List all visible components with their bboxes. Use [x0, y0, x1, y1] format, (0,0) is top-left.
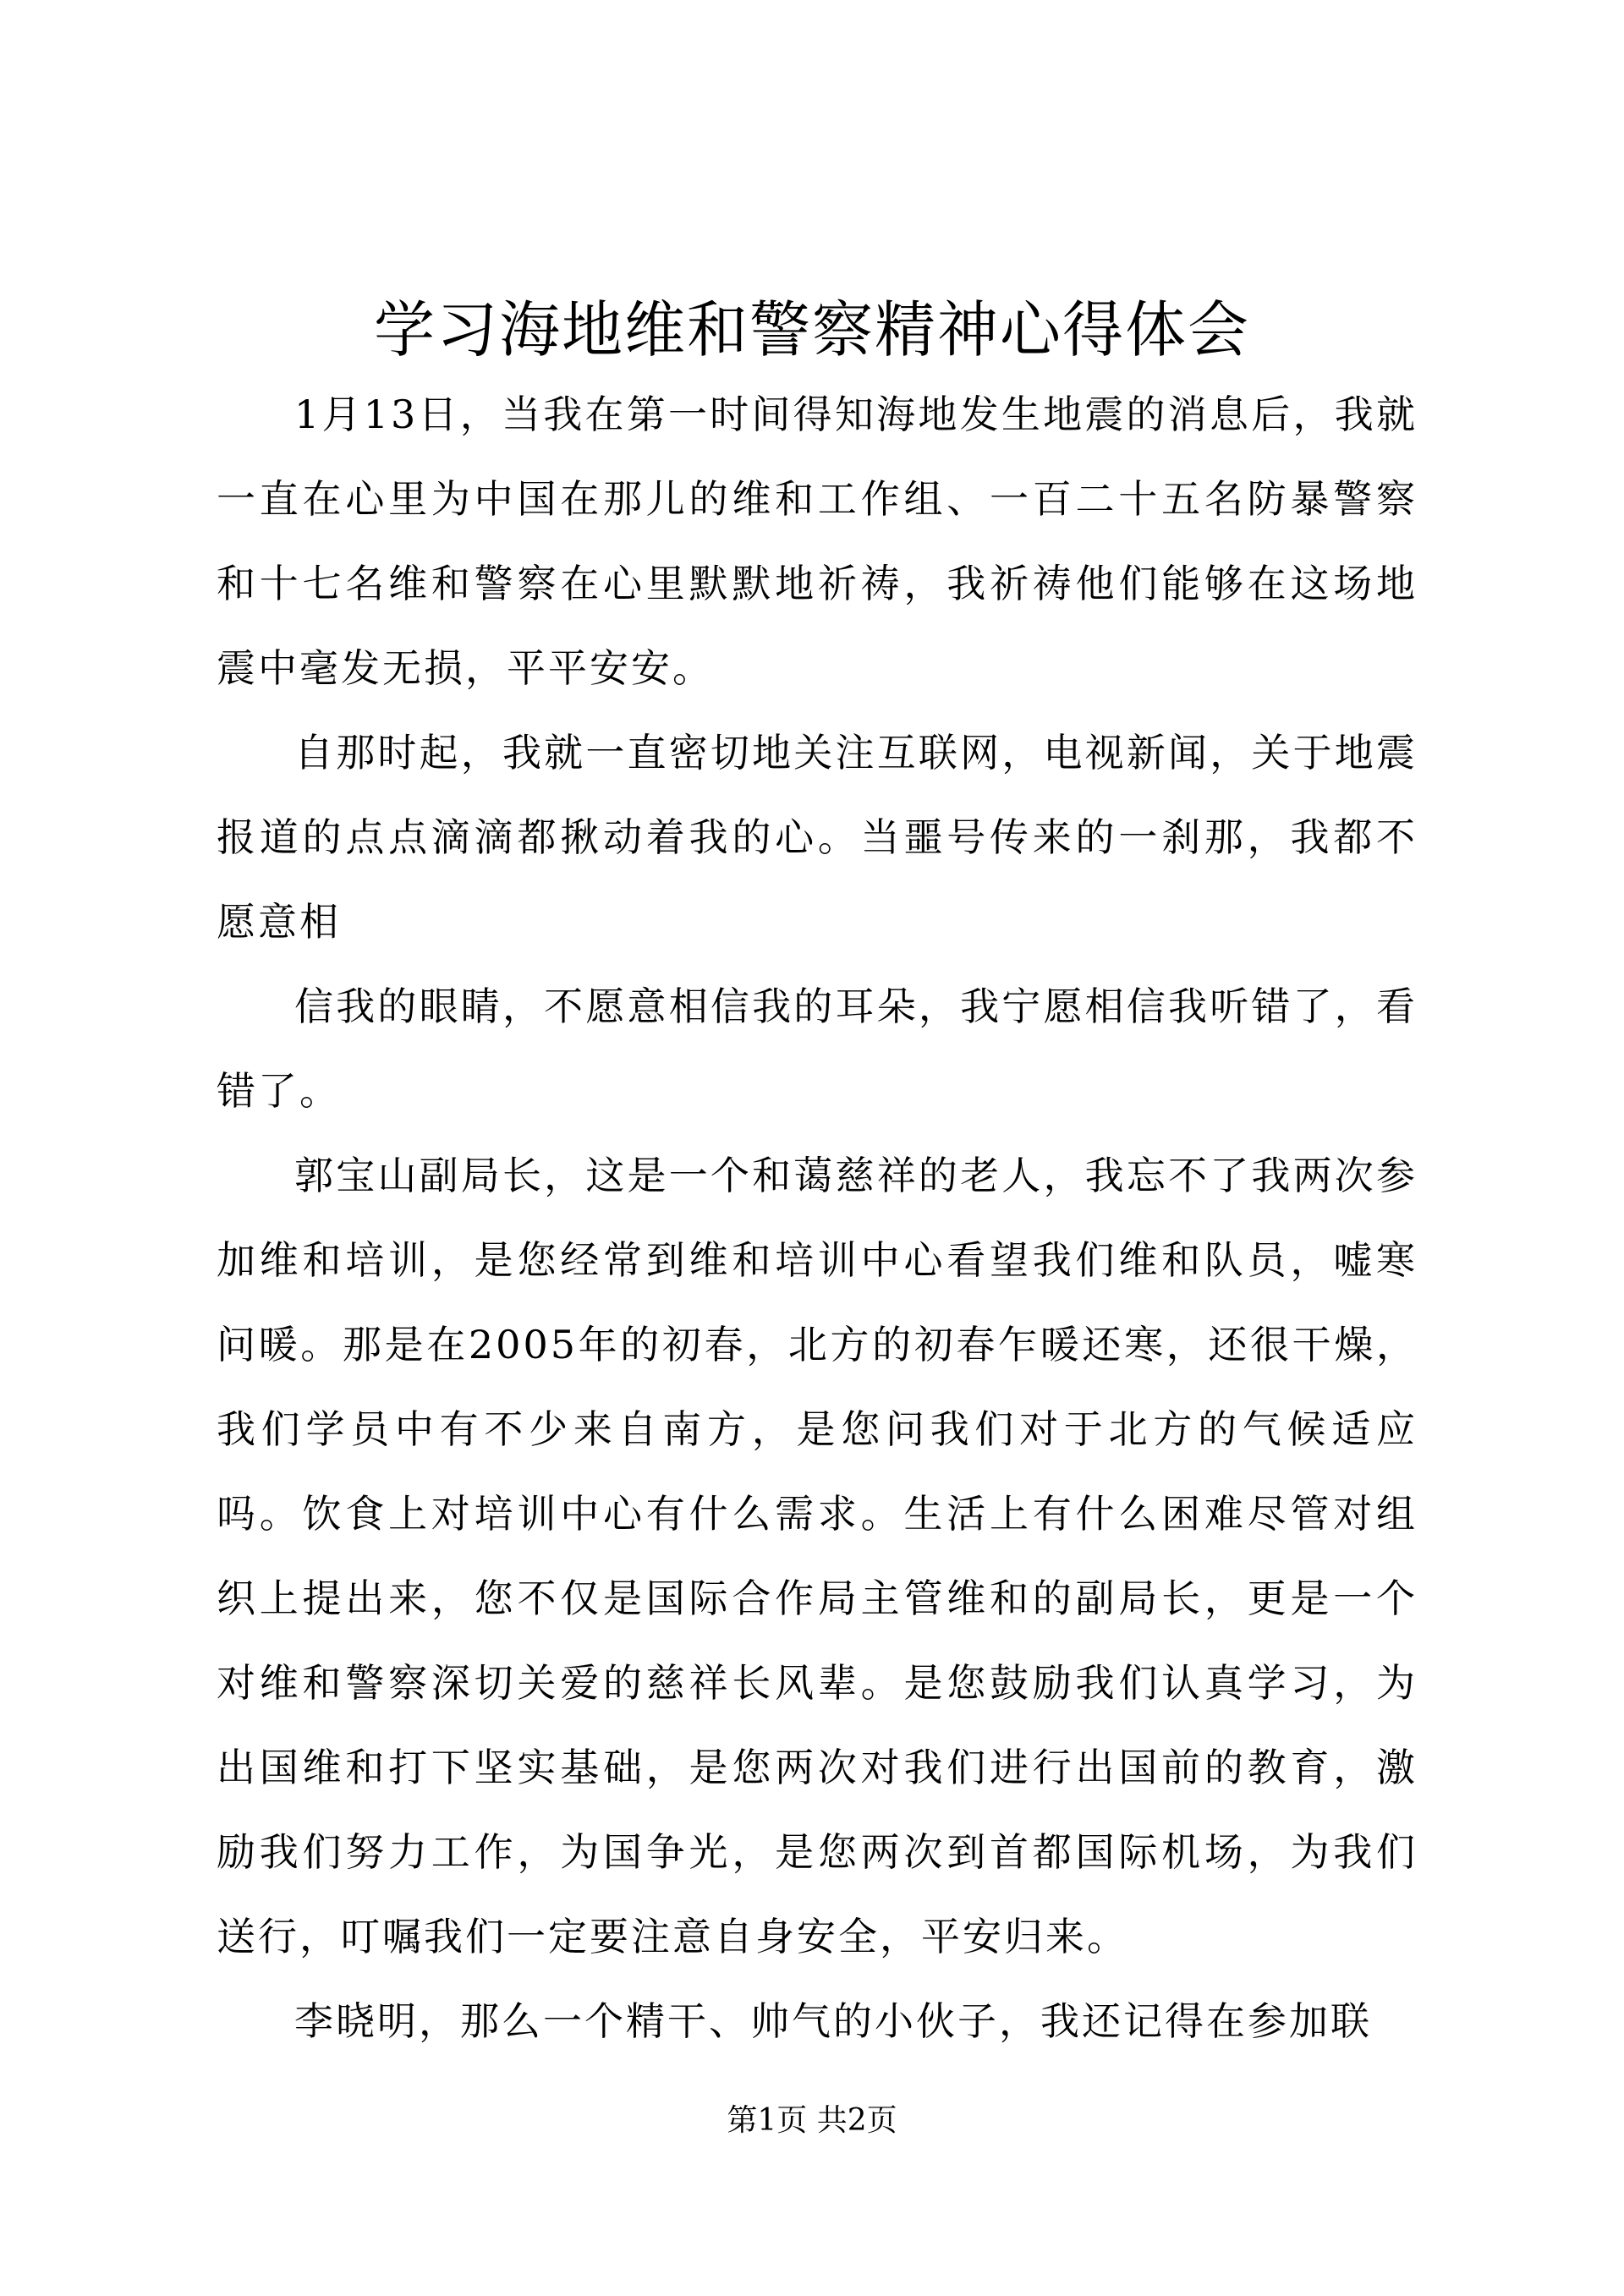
paragraph-1: 1月13日，当我在第一时间得知海地发生地震的消息后，我就一直在心里为中国在那儿的维和工作组、一百二十五名防暴警察和十七名维和警察在心里默默地祈祷，我祈祷他们能够在这场地震中毫发无损，平平安安。 [217, 392, 1418, 691]
document-body [217, 372, 1418, 2063]
paragraph-3: 信我的眼睛，不愿意相信我的耳朵，我宁愿相信我听错了，看错了。 [217, 984, 1418, 1114]
page-number-footer: 第1页 共2页 [727, 2103, 897, 2138]
paragraph-2: 自那时起，我就一直密切地关注互联网，电视新闻，关于地震报道的点点滴滴都揪动着我的心。当噩号传来的一刹那，我都不愿意相 [217, 730, 1418, 945]
paragraph-5: 李晓明，那么一个精干、帅气的小伙子，我还记得在参加联 [294, 1998, 1372, 2044]
paragraph-4: 郭宝山副局长，这是一个和蔼慈祥的老人，我忘不了我两次参加维和培训，是您经常到维和培训中心看望我们维和队员，嘘寒问暖。那是在2005年的初春，北方的初春乍暖还寒，还很干燥，我们学员中有不少来自南方，是您问我们对于北方的气候适应吗。饮食上对培训中心有什么需求。生活上有什么困难尽管对组织上提出来，您不仅是国际合作局主管维和的副局长，更是一个对维和警察深切关爱的慈祥长风辈。是您鼓励我们认真学习，为出国维和打下坚实基础，是您两次对我们进行出国前的教育，激励我们努力工作，为国争光，是您两次到首都国际机场，为我们送行，叮嘱我们一定要注意自身安全，平安归来。 [217, 1153, 1418, 1959]
document-title: 学习海地维和警察精神心得体会 [373, 294, 1250, 365]
